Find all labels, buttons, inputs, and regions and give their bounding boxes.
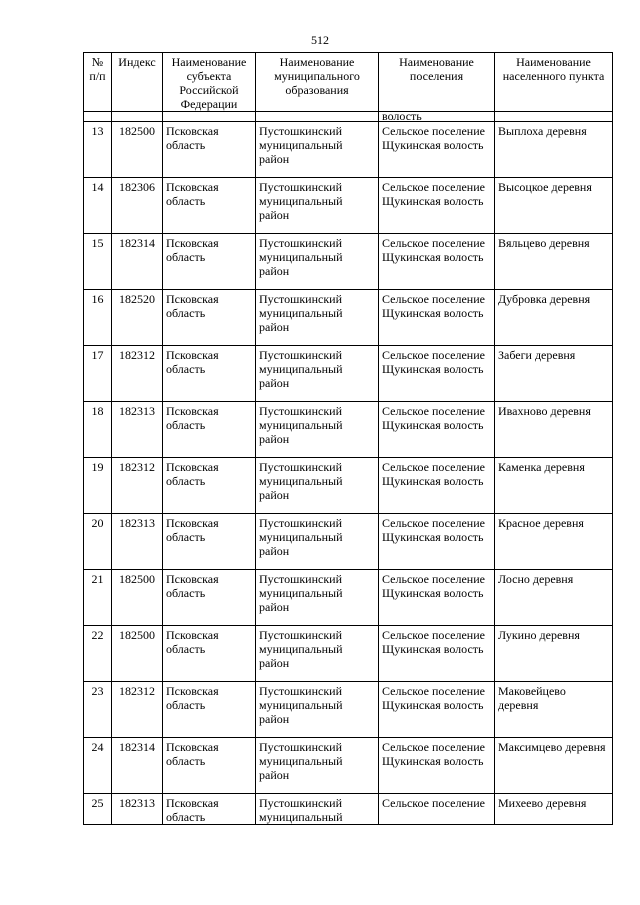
table-row — [84, 290, 613, 346]
cell-index: 182312 — [112, 458, 163, 514]
cell-number: 22 — [84, 626, 112, 682]
cell-index: 182312 — [112, 682, 163, 738]
cell-number: 16 — [84, 290, 112, 346]
table-row — [84, 794, 613, 825]
cell-subject: Псковская область — [163, 178, 256, 234]
cell-index: 182500 — [112, 122, 163, 178]
table-row — [84, 738, 613, 794]
cell-locality: Красное деревня — [495, 514, 613, 570]
cell-subject: Псковская область — [163, 514, 256, 570]
settlements-table — [83, 52, 613, 825]
cell-settlement: Сельское поселение Щукинская волость — [379, 122, 495, 178]
cell-number: 17 — [84, 346, 112, 402]
cell-number: 14 — [84, 178, 112, 234]
cell-subject: Псковская область — [163, 738, 256, 794]
cell-locality: Лосно деревня — [495, 570, 613, 626]
header-number: № п/п — [84, 53, 112, 112]
table-row — [84, 122, 613, 178]
cell-settlement: Сельское поселение — [379, 794, 495, 825]
cell-settlement: Сельское поселение Щукинская волость — [379, 234, 495, 290]
cell-municipality: Пустошкинский муниципальный район — [256, 402, 379, 458]
cell-settlement: Сельское поселение Щукинская волость — [379, 290, 495, 346]
cell-locality: Лукино деревня — [495, 626, 613, 682]
cell-settlement: Сельское поселение Щукинская волость — [379, 626, 495, 682]
table-row — [84, 626, 613, 682]
table-row — [84, 402, 613, 458]
cell-subject: Псковская область — [163, 458, 256, 514]
cell-subject: Псковская область — [163, 682, 256, 738]
cell-settlement-continuation: волость — [379, 112, 495, 122]
cell-municipality: Пустошкинский муниципальный район — [256, 346, 379, 402]
cell-number: 18 — [84, 402, 112, 458]
cell-locality: Максимцево деревня — [495, 738, 613, 794]
page-number: 512 — [311, 33, 329, 47]
header-index: Индекс — [112, 53, 163, 112]
cell-empty — [256, 112, 379, 122]
cell-locality: Михеево деревня — [495, 794, 613, 825]
cell-subject: Псковская область — [163, 122, 256, 178]
cell-index: 182313 — [112, 794, 163, 825]
cell-index: 182520 — [112, 290, 163, 346]
table-row — [84, 682, 613, 738]
header-locality: Наименование населенного пункта — [495, 53, 613, 112]
cell-settlement: Сельское поселение Щукинская волость — [379, 570, 495, 626]
cell-index: 182312 — [112, 346, 163, 402]
cell-empty — [495, 112, 613, 122]
header-settlement: Наименование поселения — [379, 53, 495, 112]
table-row — [84, 234, 613, 290]
cell-number: 23 — [84, 682, 112, 738]
cell-number: 21 — [84, 570, 112, 626]
cell-municipality: Пустошкинский муниципальный район — [256, 234, 379, 290]
cell-municipality: Пустошкинский муниципальный район — [256, 514, 379, 570]
table-row — [84, 570, 613, 626]
cell-subject: Псковская область — [163, 570, 256, 626]
cell-locality: Высоцкое деревня — [495, 178, 613, 234]
cell-number: 24 — [84, 738, 112, 794]
cell-municipality: Пустошкинский муниципальный район — [256, 178, 379, 234]
cell-locality: Выплоха деревня — [495, 122, 613, 178]
table-header-row — [84, 53, 613, 112]
cell-index: 182313 — [112, 514, 163, 570]
cell-number: 13 — [84, 122, 112, 178]
cell-municipality: Пустошкинский муниципальный район — [256, 682, 379, 738]
cell-index: 182314 — [112, 738, 163, 794]
cell-locality: Ивахново деревня — [495, 402, 613, 458]
cell-empty — [112, 112, 163, 122]
header-subject: Наименование субъекта Российской Федерации — [163, 53, 256, 112]
cell-number: 20 — [84, 514, 112, 570]
cell-index: 182306 — [112, 178, 163, 234]
table-row — [84, 514, 613, 570]
cell-empty — [84, 112, 112, 122]
cell-locality: Забеги деревня — [495, 346, 613, 402]
cell-subject: Псковская область — [163, 626, 256, 682]
cell-subject: Псковская область — [163, 346, 256, 402]
cell-locality: Дубровка деревня — [495, 290, 613, 346]
cell-index: 182314 — [112, 234, 163, 290]
cell-number: 19 — [84, 458, 112, 514]
cell-settlement: Сельское поселение Щукинская волость — [379, 458, 495, 514]
table-row — [84, 178, 613, 234]
cell-municipality: Пустошкинский муниципальный район — [256, 458, 379, 514]
cell-locality: Маковейцево деревня — [495, 682, 613, 738]
cell-number: 15 — [84, 234, 112, 290]
cell-locality: Вяльцево деревня — [495, 234, 613, 290]
cell-settlement: Сельское поселение Щукинская волость — [379, 682, 495, 738]
cell-settlement: Сельское поселение Щукинская волость — [379, 738, 495, 794]
cell-subject: Псковская область — [163, 290, 256, 346]
cell-settlement: Сельское поселение Щукинская волость — [379, 402, 495, 458]
cell-number: 25 — [84, 794, 112, 825]
continuation-row — [84, 112, 613, 122]
cell-municipality: Пустошкинский муниципальный район — [256, 626, 379, 682]
cell-locality: Каменка деревня — [495, 458, 613, 514]
cell-municipality: Пустошкинский муниципальный район — [256, 122, 379, 178]
cell-index: 182313 — [112, 402, 163, 458]
header-municipality: Наименование муниципального образования — [256, 53, 379, 112]
cell-municipality: Пустошкинский муниципальный район — [256, 738, 379, 794]
cell-subject: Псковская область — [163, 794, 256, 825]
cell-empty — [163, 112, 256, 122]
cell-settlement: Сельское поселение Щукинская волость — [379, 514, 495, 570]
cell-municipality: Пустошкинский муниципальный район — [256, 570, 379, 626]
cell-subject: Псковская область — [163, 234, 256, 290]
cell-index: 182500 — [112, 570, 163, 626]
cell-municipality: Пустошкинский муниципальный — [256, 794, 379, 825]
table-row — [84, 458, 613, 514]
cell-municipality: Пустошкинский муниципальный район — [256, 290, 379, 346]
cell-settlement: Сельское поселение Щукинская волость — [379, 346, 495, 402]
cell-subject: Псковская область — [163, 402, 256, 458]
table-row — [84, 346, 613, 402]
cell-settlement: Сельское поселение Щукинская волость — [379, 178, 495, 234]
cell-index: 182500 — [112, 626, 163, 682]
